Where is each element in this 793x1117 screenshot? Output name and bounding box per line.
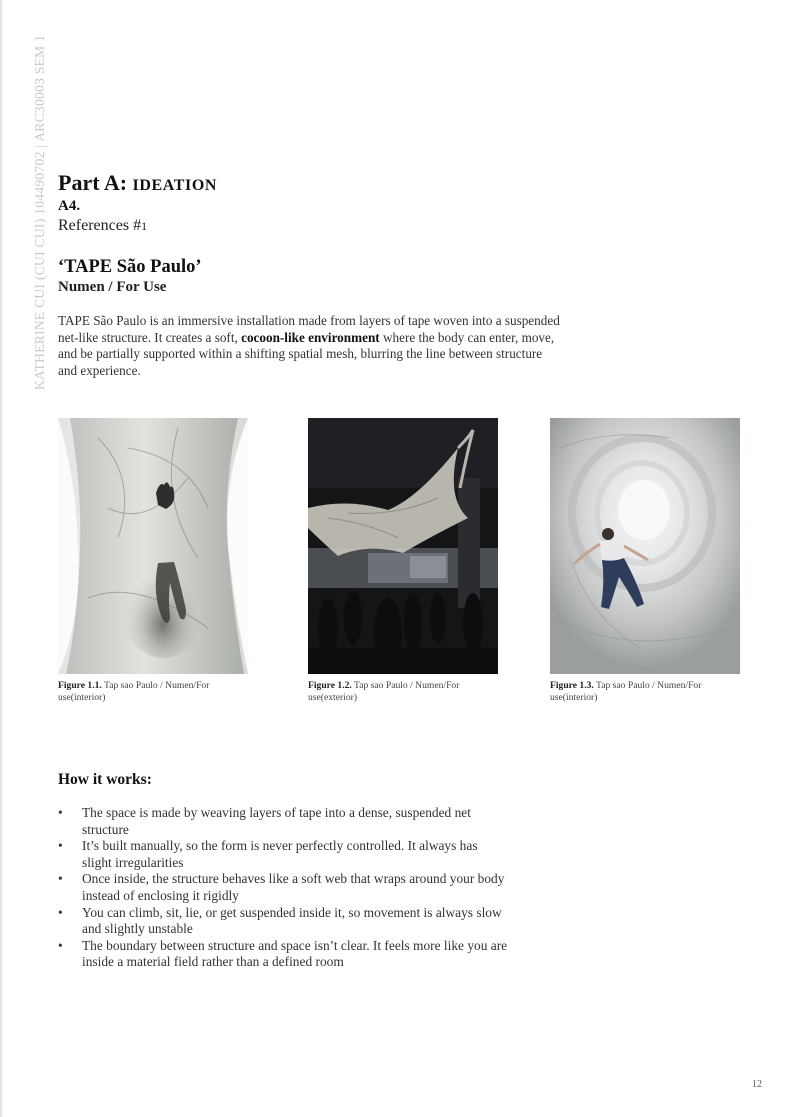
bullet-icon: • <box>58 904 63 920</box>
intro-text-end: where the body can enter, move, and be partially supported within a shifting spatial mesh, blurring the line between structure and experience. <box>58 329 555 378</box>
figure-1-1-photo <box>58 418 248 674</box>
list-item <box>58 938 508 971</box>
figure-1-1-caption <box>58 680 238 704</box>
list-item-text: You can climb, sit, lie, or get suspended inside it, so movement is always slow and slightly unstable <box>82 904 502 937</box>
list-item <box>58 805 508 838</box>
bullet-icon: • <box>58 805 63 820</box>
figure-1-2-label: Figure 1.2. <box>308 680 352 691</box>
intro-text-start: TAPE São Paulo is an immersive installation made from layers of tape woven into a suspended net-like structure. It creates a soft, <box>58 313 560 345</box>
section-number: 1 <box>141 219 148 233</box>
page-left-edge <box>0 0 2 1117</box>
intro-emphasis: cocoon-like environment <box>241 329 380 345</box>
figure-1-2-caption <box>308 680 488 704</box>
figure-1-3-caption <box>550 680 730 704</box>
how-it-works-list <box>58 805 508 971</box>
section-name-text: References # <box>58 217 142 234</box>
figure-1-2 <box>308 418 498 704</box>
list-item-text: Once inside, the structure behaves like a soft web that wraps around your body instead of enclosing it rigidly <box>82 871 505 903</box>
part-name: IDEATION <box>132 177 218 194</box>
how-it-works-heading: How it works: <box>58 771 152 788</box>
figure-1-3-caption-text: Tap sao Paulo / Numen/For use(interior) <box>550 680 702 703</box>
section-name <box>58 217 147 235</box>
list-item <box>58 838 508 871</box>
part-title <box>58 170 217 196</box>
figure-1-3-photo <box>550 418 740 674</box>
list-item-text: It’s built manually, so the form is never perfectly controlled. It always has slight irregularities <box>82 838 478 870</box>
project-title: ‘TAPE São Paulo’ <box>58 257 202 277</box>
list-item-text: The boundary between structure and space isn’t clear. It feels more like you are inside a material field rather than a defined room <box>82 937 508 970</box>
part-prefix: Part A: <box>58 170 133 195</box>
figure-1-2-caption-text: Tap sao Paulo / Numen/For use(exterior) <box>308 680 460 703</box>
bullet-icon: • <box>58 871 63 887</box>
list-item <box>58 871 508 904</box>
figure-1-1 <box>58 418 248 704</box>
section-code: A4. <box>58 198 81 214</box>
figure-1-1-label: Figure 1.1. <box>58 680 102 691</box>
bullet-icon: • <box>58 937 63 953</box>
page-number: 12 <box>752 1079 762 1090</box>
list-item-text: The space is made by weaving layers of tape into a dense, suspended net structure <box>82 805 471 837</box>
side-author-label: KATHERINE CUI (CUI CUI) 104490702 | ARC30003 SEM 1 <box>32 34 47 390</box>
intro-paragraph <box>58 313 563 379</box>
list-item <box>58 905 508 938</box>
figure-1-2-photo <box>308 418 498 674</box>
bullet-icon: • <box>58 838 63 854</box>
figure-1-1-caption-text: Tap sao Paulo / Numen/For use(interior) <box>58 680 210 703</box>
project-author: Numen / For Use <box>58 279 167 295</box>
figure-1-3 <box>550 418 740 704</box>
figure-1-3-label: Figure 1.3. <box>550 680 594 691</box>
